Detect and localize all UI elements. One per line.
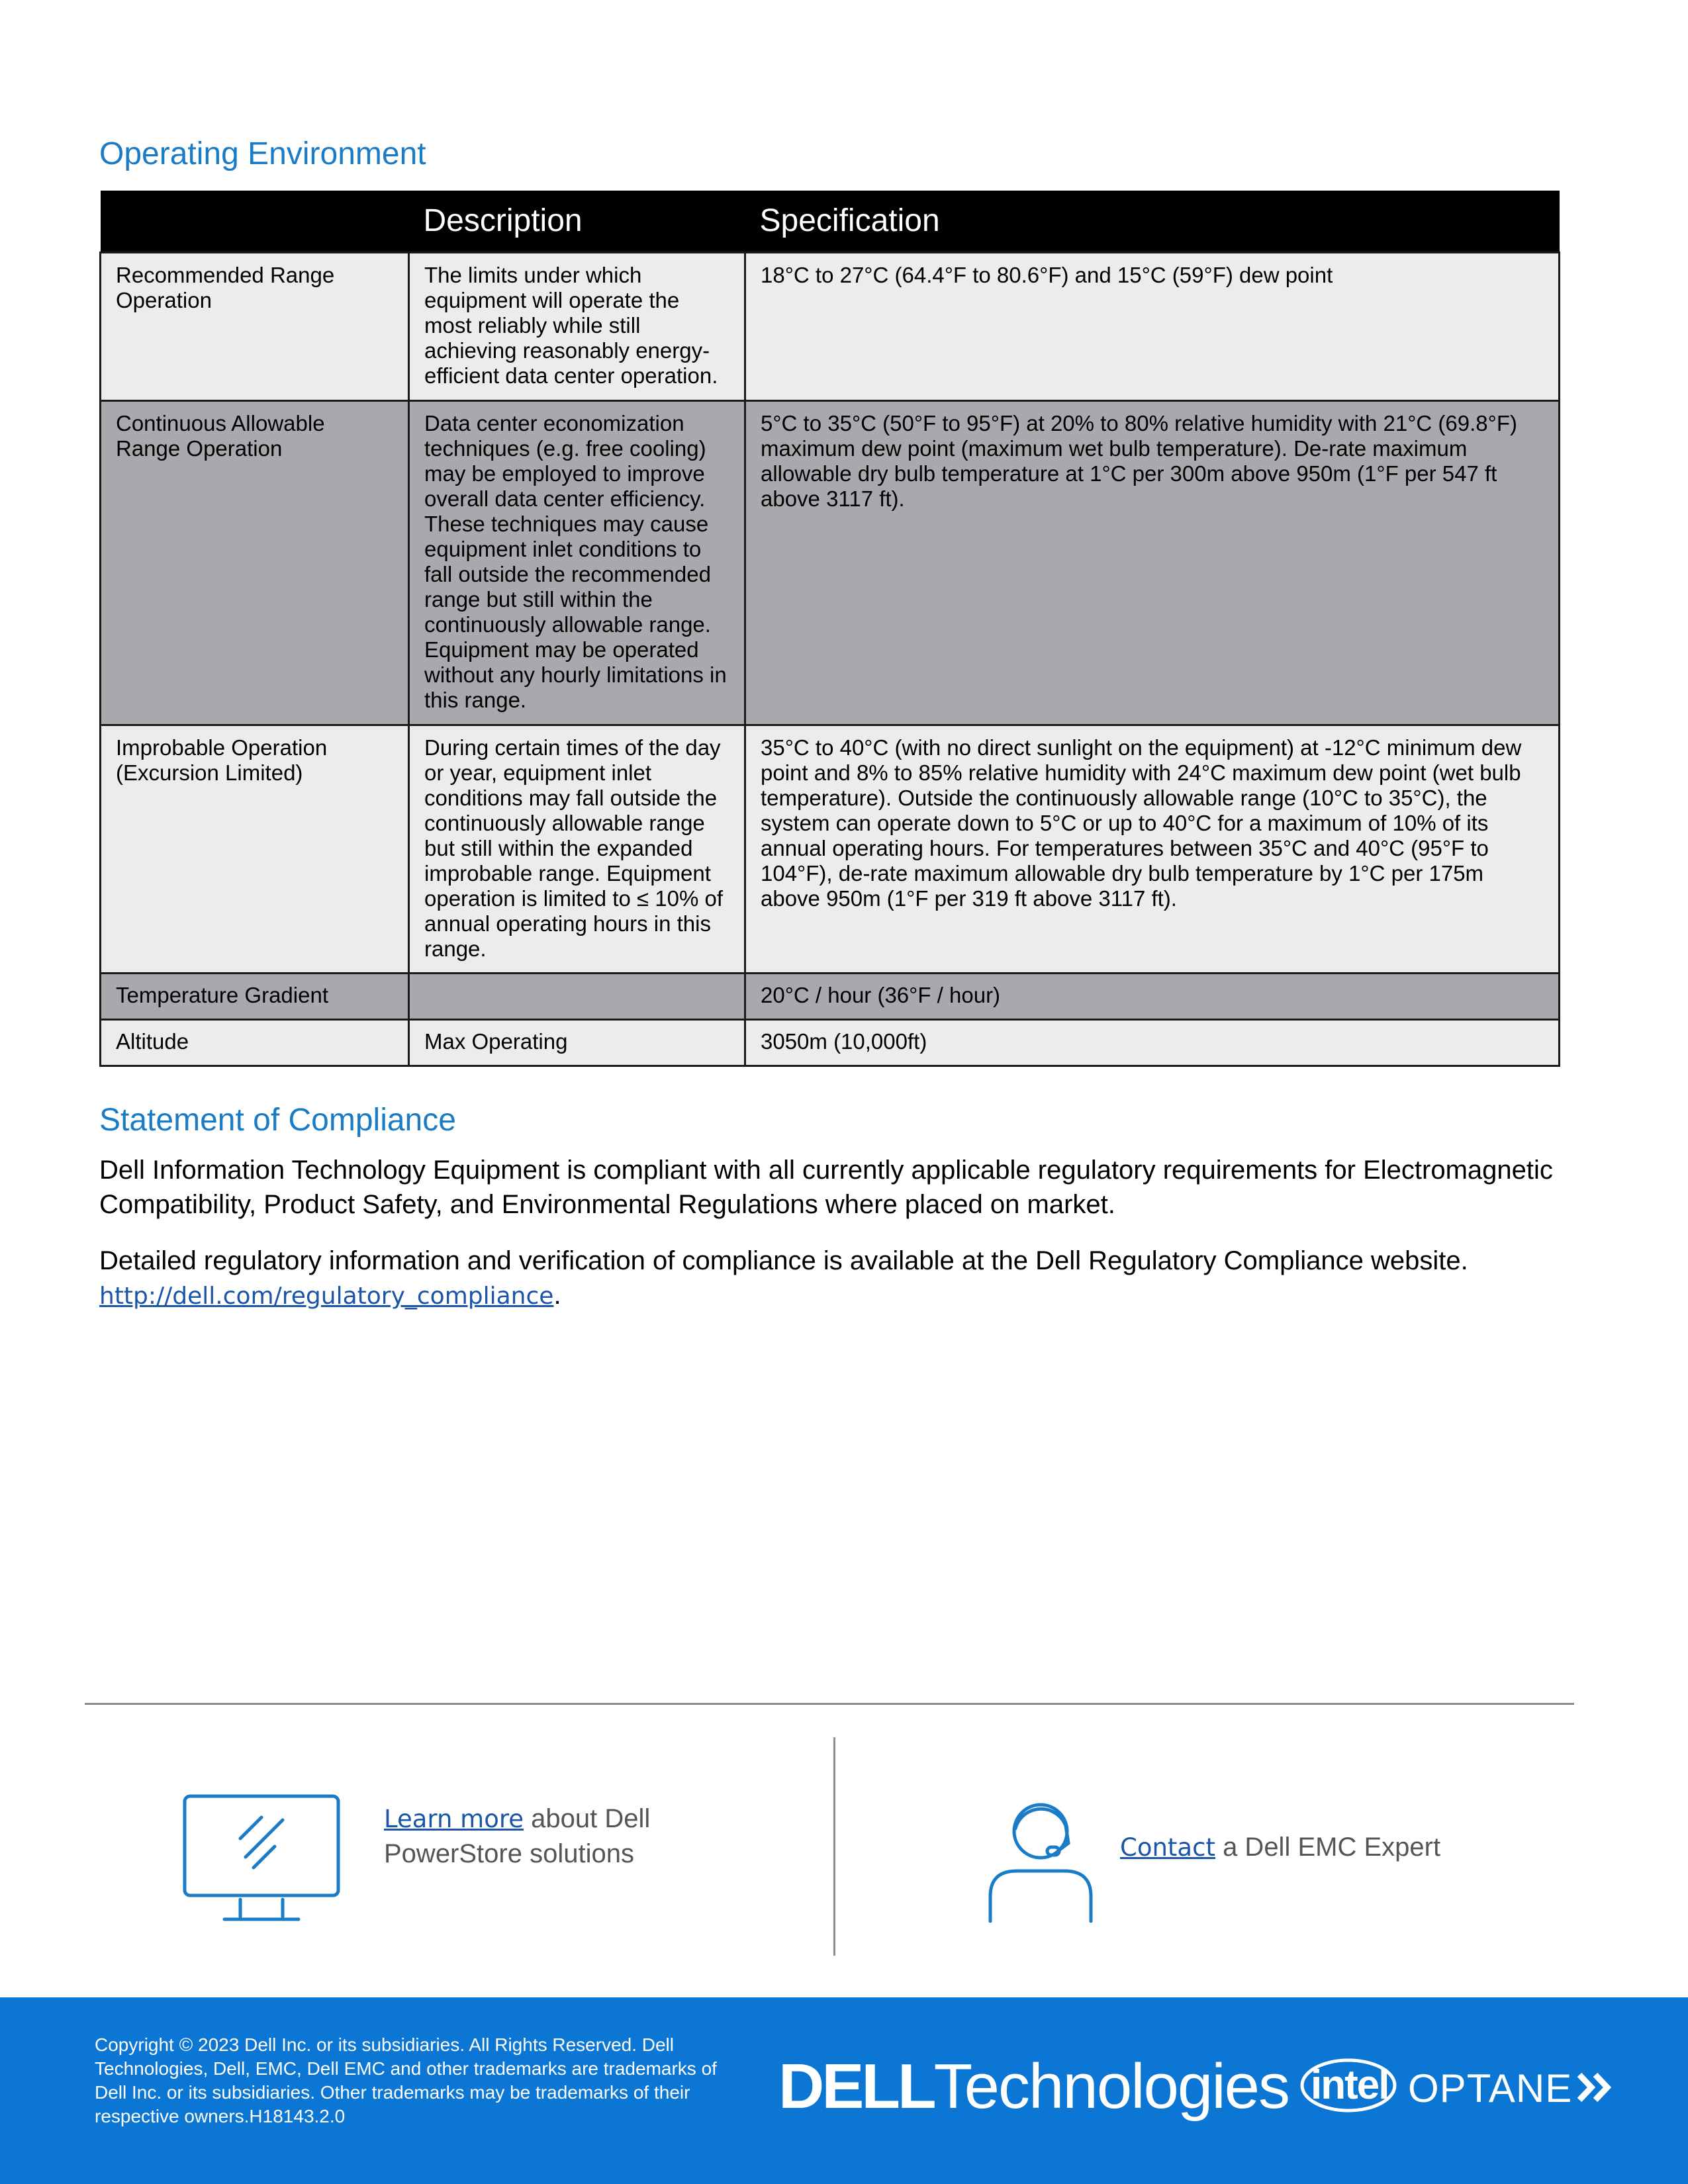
optane-wordmark: OPTANE <box>1408 2066 1573 2111</box>
row-label: Improbable Operation (Excursion Limited) <box>101 725 409 974</box>
row-specification: 20°C / hour (36°F / hour) <box>745 974 1560 1020</box>
section-heading-operating-environment: Operating Environment <box>99 136 426 171</box>
regulatory-paragraph <box>99 1244 1589 1314</box>
row-label: Recommended Range Operation <box>101 253 409 401</box>
learn-more-rest: about Dell <box>524 1804 651 1833</box>
dell-technologies-logo <box>778 2050 1289 2123</box>
table-row <box>101 1020 1560 1066</box>
row-description: The limits under which equipment will operate the most reliably while still achieving reasonably energy-efficient data center operation. <box>409 253 745 401</box>
chevron-right-icon <box>1575 2071 1615 2104</box>
footer-divider-line <box>85 1703 1574 1705</box>
row-label: Altitude <box>101 1020 409 1066</box>
row-specification: 35°C to 40°C (with no direct sunlight on the equipment) at -12°C minimum dew point and 8% to 85% relative humidity with 24°C maximum dew point (wet bulb temperature). Outside the continuously allowable range (10°C to 35°C), the system can operate down to 5°C or up to 40°C for a maximum of 10% of its annual operating hours. For temperatures between 35°C and 40°C (95°F to 104°F), de-rate maximum allowable dry bulb temperature by 1°C per 175m above 950m (1°F per 319 ft above 3117 ft). <box>745 725 1560 974</box>
contact-rest: a Dell EMC Expert <box>1215 1833 1441 1862</box>
footer-vertical-divider <box>833 1737 835 1956</box>
intel-wordmark: intel <box>1311 2062 1389 2108</box>
regulatory-text: Detailed regulatory information and verification of compliance is available at the Dell Regulatory Compliance website. <box>99 1246 1468 1275</box>
copyright-text: Copyright © 2023 Dell Inc. or its subsidiaries. All Rights Reserved. Dell Technologies, Dell, EMC, Dell EMC and other trademarks are trademarks of Dell Inc. or its subsidiaries. Other trademarks may be trademarks of their respective owners.H18143.2.0 <box>95 2034 717 2126</box>
row-specification: 3050m (10,000ft) <box>745 1020 1560 1066</box>
table-header-row <box>101 191 1560 253</box>
table-header-description: Description <box>409 191 745 253</box>
table-header-blank <box>101 191 409 253</box>
table-row <box>101 725 1560 974</box>
learn-more-line2: PowerStore solutions <box>384 1839 634 1868</box>
table-header-specification: Specification <box>745 191 1560 253</box>
contact-link[interactable]: Contact <box>1120 1833 1215 1862</box>
support-agent-icon <box>986 1797 1099 1923</box>
table-row <box>101 253 1560 401</box>
link-period: . <box>553 1281 561 1310</box>
learn-more-block <box>384 1801 650 1871</box>
table-row <box>101 401 1560 725</box>
operating-environment-table <box>99 191 1560 1067</box>
row-description: Max Operating <box>409 1020 745 1066</box>
regulatory-compliance-link[interactable]: http://dell.com/regulatory_compliance <box>99 1283 554 1310</box>
row-description: During certain times of the day or year, equipment inlet conditions may fall outside the continuously allowable range but still within the expanded improbable range. Equipment operation is limited to ≤ 10% of annual operating hours in this range. <box>409 725 745 974</box>
row-specification: 18°C to 27°C (64.4°F to 80.6°F) and 15°C (59°F) dew point <box>745 253 1560 401</box>
learn-more-link[interactable]: Learn more <box>384 1805 524 1833</box>
row-description: Data center economization techniques (e.g. free cooling) may be employed to improve overall data center efficiency. These techniques may cause equipment inlet conditions to fall outside the recommended range but still within the continuously allowable range. Equipment may be operated without any hourly limitations in this range. <box>409 401 745 725</box>
row-label: Temperature Gradient <box>101 974 409 1020</box>
row-description <box>409 974 745 1020</box>
row-specification: 5°C to 35°C (50°F to 95°F) at 20% to 80% relative humidity with 21°C (69.8°F) maximum dew point (maximum wet bulb temperature). De-rate maximum allowable dry bulb temperature at 1°C per 300m above 950m (1°F per 547 ft above 3117 ft). <box>745 401 1560 725</box>
dell-logo-wordmark: DELL <box>778 2051 934 2122</box>
dell-logo-technologies: Technologies <box>933 2051 1289 2122</box>
compliance-paragraph: Dell Information Technology Equipment is compliant with all currently applicable regulatory requirements for Electromagnetic Compatibility, Product Safety, and Environmental Regulations where placed on market. <box>99 1156 1553 1219</box>
monitor-icon <box>182 1794 341 1926</box>
row-label: Continuous Allowable Range Operation <box>101 401 409 725</box>
table-row <box>101 974 1560 1020</box>
intel-optane-logo <box>1299 2055 1617 2115</box>
contact-block <box>1120 1830 1440 1865</box>
section-heading-statement-of-compliance: Statement of Compliance <box>99 1103 456 1138</box>
